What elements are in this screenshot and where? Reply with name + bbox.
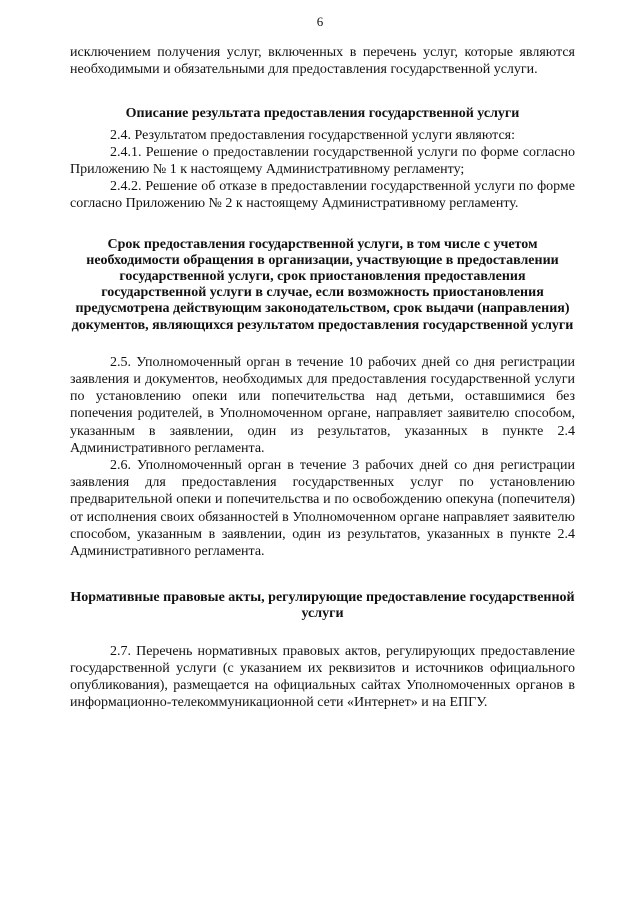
section-heading-term: Срок предоставления государственной услуги, в том числе с учетом необходимости обращения в организации, участвующие в предоставлении государственной услуги, срок приостановления предоставления государственной услуги в случае, если возможность приостановления предусмотрена действующим законодательством, срок выдачи (направления) документов, являющихся результатом предоставления государственной услуги bbox=[71, 236, 574, 333]
paragraph-2-4-1: 2.4.1. Решение о предоставлении государственной услуги по форме согласно Приложению № 1 к настоящему Административному регламенту; bbox=[70, 144, 575, 178]
section-heading-acts: Нормативные правовые акты, регулирующие предоставление государственной услуги bbox=[70, 590, 575, 622]
paragraph-2-5: 2.5. Уполномоченный орган в течение 10 рабочих дней со дня регистрации заявления и документов, необходимых для предоставления государственной услуги по установлению опеки или попечительства над детьми, оставшимися без попечения родителей, в Уполномоченном органе, направляет заявителю способом, указанным в заявлении, один из результатов, указанных в пункте 2.4 Административного регламента. bbox=[70, 354, 575, 456]
page-number: 6 bbox=[316, 14, 324, 29]
paragraph-2-4: 2.4. Результатом предоставления государственной услуги являются: bbox=[110, 127, 515, 143]
paragraph-2-7: 2.7. Перечень нормативных правовых актов, регулирующих предоставление государственной услуги (с указанием их реквизитов и источников официального опубликования), размещается на официальных сайтах Уполномоченных органов в информационно-телекоммуникационной сети «Интернет» и на ЕПГУ. bbox=[70, 643, 575, 711]
paragraph-2-4-2: 2.4.2. Решение об отказе в предоставлении государственной услуги по форме согласно Приложению № 2 к настоящему Административному регламенту. bbox=[70, 179, 575, 212]
paragraph-2-6: 2.6. Уполномоченный орган в течение 3 рабочих дней со дня регистрации заявления для предоставления государственных услуг по установлению предварительной опеки и попечительства и по освобождению опекуна (попечителя) от исполнения своих обязанностей в Уполномоченном органе направляет заявителю способом, указанным в заявлении, один из результатов, указанных в пункте 2.4 Административного регламента. bbox=[70, 458, 575, 560]
intro-paragraph: исключением получения услуг, включенных в перечень услуг, которые являются необходимыми и обязательными для предоставления государственной услуги. bbox=[70, 45, 575, 78]
document-body bbox=[70, 44, 575, 712]
section-heading-result: Описание результата предоставления государственной услуги bbox=[125, 106, 520, 122]
